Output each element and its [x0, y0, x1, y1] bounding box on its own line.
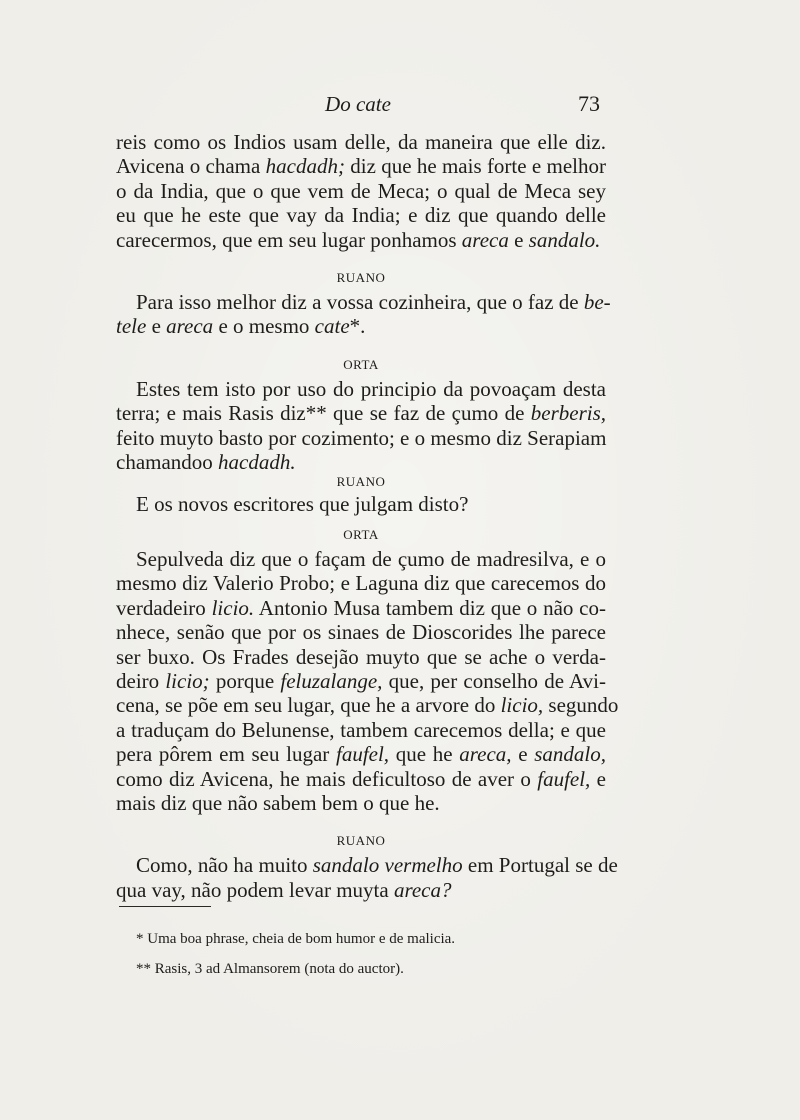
text-line: verdadeiro licio. Antonio Musa tambem diz que o não co-: [116, 595, 606, 620]
text-line: mais diz que não sabem bem o que he.: [116, 790, 440, 815]
italic-term: hacdadh.: [218, 450, 296, 475]
text-line: tele e areca e o mesmo cate*.: [116, 314, 366, 339]
paragraph: [116, 546, 619, 815]
italic-term: licio;: [165, 668, 210, 693]
speaker-name: RUANO: [336, 833, 386, 849]
text-line: Estes tem isto por uso do principio da povoaçam desta: [136, 376, 606, 401]
italic-term: hacdadh;: [265, 154, 345, 179]
italic-term: sandalo vermelho: [312, 853, 463, 878]
italic-term: areca?: [393, 877, 452, 902]
footnote: ** Rasis, 3 ad Almansorem (nota do auctor).: [136, 961, 404, 977]
text-line: reis como os Indios usam delle, da maneira que elle diz.: [116, 130, 606, 154]
italic-term: areca,: [459, 742, 512, 767]
italic-term: licio.: [211, 595, 255, 620]
text-line: pera pôrem em seu lugar faufel, que he areca, e sandalo,: [116, 742, 606, 767]
running-title: Do cate: [325, 92, 391, 116]
italic-term: berberis,: [530, 401, 606, 426]
text-line: Como, não ha muito sandalo vermelho em Portugal se de: [136, 853, 618, 878]
text-line: nhece, senão que por os sinaes de Dioscorides lhe parece: [116, 620, 606, 645]
italic-term: areca: [461, 227, 509, 252]
text-line: mesmo diz Valerio Probo; e Laguna diz que carecemos do: [116, 571, 606, 596]
footnotes: [136, 924, 596, 984]
speaker-name: RUANO: [336, 270, 386, 286]
text-line: como diz Avicena, he mais deficultoso de aver o faufel, e: [116, 766, 606, 791]
text-line: feito muyto basto por cozimento; e o mesmo diz Serapiam: [116, 425, 607, 450]
text-line: cena, se põe em seu lugar, que he a arvore do licio, segundo: [116, 693, 619, 718]
text-line: Sepulveda diz que o façam de çumo de madresilva, e o: [136, 546, 606, 571]
italic-term: sandalo.: [528, 227, 601, 252]
text-line: E os novos escritores que julgam disto?: [136, 492, 469, 517]
text-line: Avicena o chama hacdadh; diz que he mais forte e melhor: [116, 154, 607, 179]
text-line: qua vay, não podem levar muyta areca?: [116, 877, 452, 902]
italic-term: faufel,: [537, 766, 591, 791]
text-line: carecermos, que em seu lugar ponhamos areca e sandalo.: [116, 227, 601, 252]
italic-term: licio,: [500, 693, 544, 718]
speaker-name: ORTA: [343, 356, 379, 372]
speaker-name: ORTA: [343, 526, 379, 542]
italic-term: feluzalange,: [280, 668, 383, 693]
text-line: terra; e mais Rasis diz** que se faz de çumo de berberis,: [116, 401, 606, 426]
footnote: * Uma boa phrase, cheia de bom humor e de malicia.: [136, 931, 456, 947]
text-line: deiro licio; porque feluzalange, que, per conselho de Avi-: [116, 668, 606, 693]
paragraph: [116, 492, 606, 516]
paragraph: [116, 377, 606, 475]
italic-term: cate: [314, 314, 350, 339]
dialogue-text: [116, 130, 619, 902]
speaker-name: RUANO: [336, 474, 386, 490]
text-line: ser buxo. Os Frades desejão muyto que se ache o verda-: [116, 644, 606, 669]
text-line: o da India, que o que vem de Meca; o qual de Meca sey: [116, 178, 606, 203]
paragraph: [116, 130, 606, 252]
italic-term: tele: [116, 314, 147, 339]
italic-term: sandalo,: [534, 742, 606, 767]
text-line: a traduçam do Belunense, tambem carecemos della; e que: [116, 717, 606, 742]
italic-term: be-: [583, 290, 611, 315]
italic-term: areca: [166, 314, 214, 339]
italic-term: faufel,: [335, 742, 390, 767]
paragraph: [116, 853, 618, 902]
text-line: Para isso melhor diz a vossa cozinheira, que o faz de be-: [136, 290, 611, 315]
running-head: [116, 88, 600, 122]
footnote-rule: [119, 906, 211, 907]
text-line: chamandoo hacdadh.: [116, 450, 296, 475]
text-line: eu que he este que vay da India; e diz que quando delle: [116, 203, 606, 228]
paragraph: [116, 290, 611, 339]
page-number: 73: [578, 91, 600, 116]
